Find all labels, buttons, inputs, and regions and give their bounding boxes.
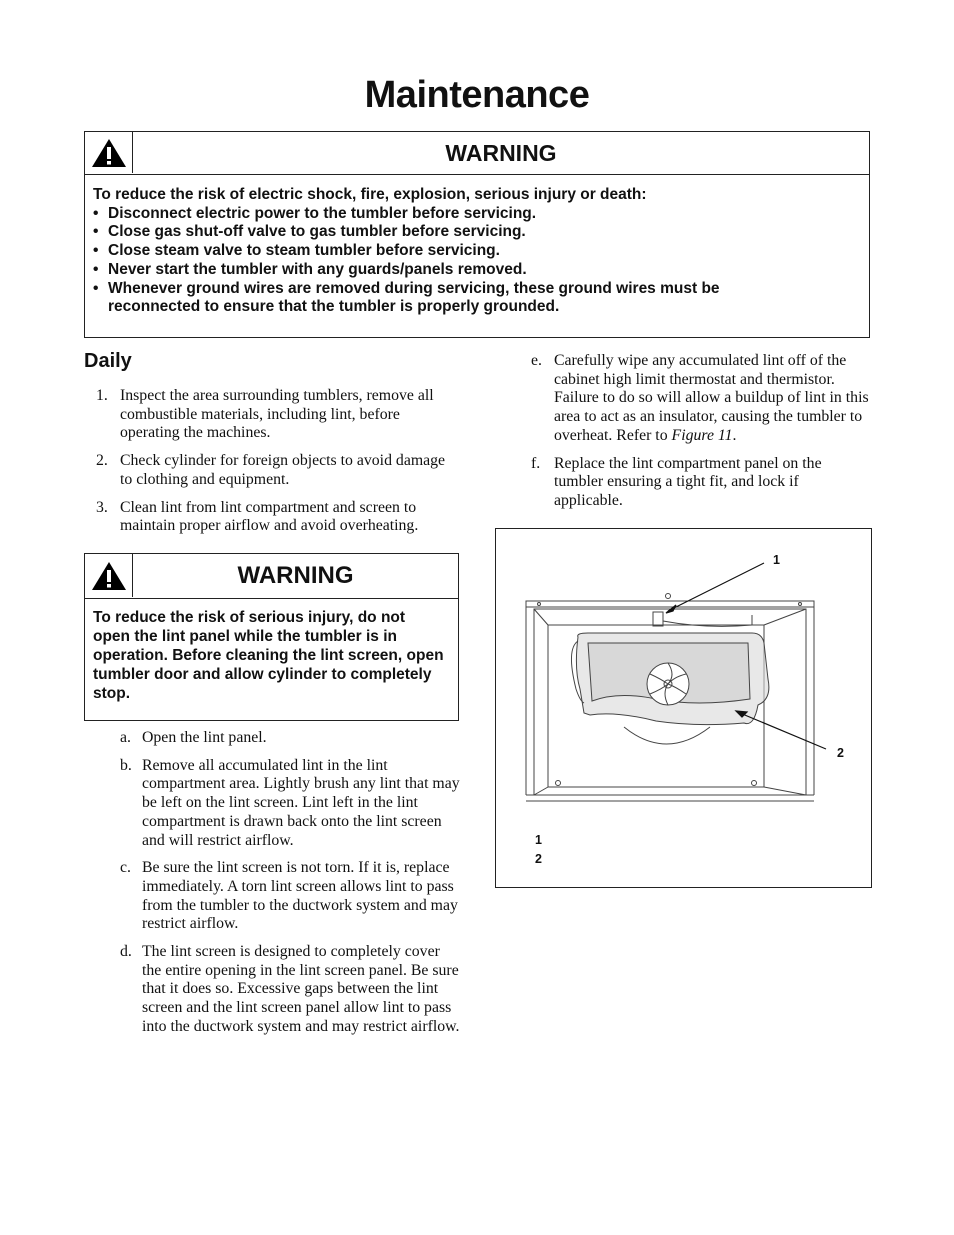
daily-steps-list	[96, 387, 458, 545]
warning-bullet: • Disconnect electric power to the tumbler before servicing.	[93, 204, 537, 222]
list-item: e. Carefully wipe any accumulated lint off of the cabinet high limit thermostat and thermistor. Failure to do so will allow a buildup of lint in this area to act as an insulator, causing the tumbler to overheat. Refer to Figure 11.	[531, 352, 869, 444]
figure-box	[495, 528, 872, 888]
list-item: 1. Inspect the area surrounding tumblers, remove all combustible materials, including lint, before operating the machines.	[96, 387, 434, 442]
substeps-list-continued	[531, 352, 871, 520]
warning-heading: WARNING	[445, 139, 557, 166]
section-heading-daily: Daily	[84, 350, 132, 372]
list-item: c. Be sure the lint screen is not torn. If it is, replace immediately. A torn lint screen allows lint to pass from the tumbler to the ductwork system and may restrict airflow.	[120, 859, 458, 933]
lint-compartment-illustration	[496, 529, 871, 887]
page-title: Maintenance	[364, 74, 590, 116]
legend-2: 2	[535, 852, 542, 866]
list-item: 3. Clean lint from lint compartment and screen to maintain proper airflow and avoid overheating.	[96, 498, 419, 535]
list-item: 2. Check cylinder for foreign objects to avoid damage to clothing and equipment.	[96, 452, 446, 488]
warning-body	[85, 175, 869, 317]
substeps-list	[120, 729, 460, 1046]
list-item: f. Replace the lint compartment panel on the tumbler ensuring a tight fit, and lock if applicable.	[531, 454, 822, 509]
warning-bullet: • Whenever ground wires are removed during servicing, these ground wires must be reconnected to ensure that the tumbler is properly grounded.	[93, 279, 720, 316]
callout-2: 2	[837, 746, 844, 760]
warning-bullet: • Close gas shut-off valve to gas tumbler before servicing.	[93, 223, 526, 241]
warning-triangle-icon	[85, 132, 133, 173]
warning-box-safety	[84, 131, 870, 338]
warning-body: To reduce the risk of serious injury, do not open the lint panel while the tumbler is in operation. Before cleaning the lint screen, open tumbler door and allow cylinder to completely stop.	[93, 609, 444, 702]
warning-triangle-icon	[85, 554, 133, 597]
warning-intro: To reduce the risk of electric shock, fire, explosion, serious injury or death:	[93, 186, 647, 203]
list-item: a. Open the lint panel.	[120, 729, 267, 746]
warning-heading: WARNING	[237, 562, 354, 589]
list-item: b. Remove all accumulated lint in the lint compartment area. Lightly brush any lint that may be left on the lint screen. Lint left in the lint compartment is drawn back onto the lint screen and will restrict airflow.	[120, 756, 460, 849]
warning-bullet: • Close steam valve to steam tumbler before servicing.	[93, 242, 500, 260]
callout-1: 1	[773, 553, 780, 567]
warning-header	[85, 554, 458, 599]
warning-bullet: • Never start the tumbler with any guards/panels removed.	[93, 260, 527, 278]
list-item: d. The lint screen is designed to completely cover the entire opening in the lint screen panel. Be sure that it does so. Excessive gaps between the lint screen and the lint screen panel allow lint to pass into the ductwork system and may restrict airflow.	[120, 943, 460, 1035]
legend-1: 1	[535, 833, 542, 847]
warning-box-lint	[84, 553, 459, 721]
figure-reference: Figure 11	[671, 426, 733, 444]
warning-header	[85, 132, 869, 175]
